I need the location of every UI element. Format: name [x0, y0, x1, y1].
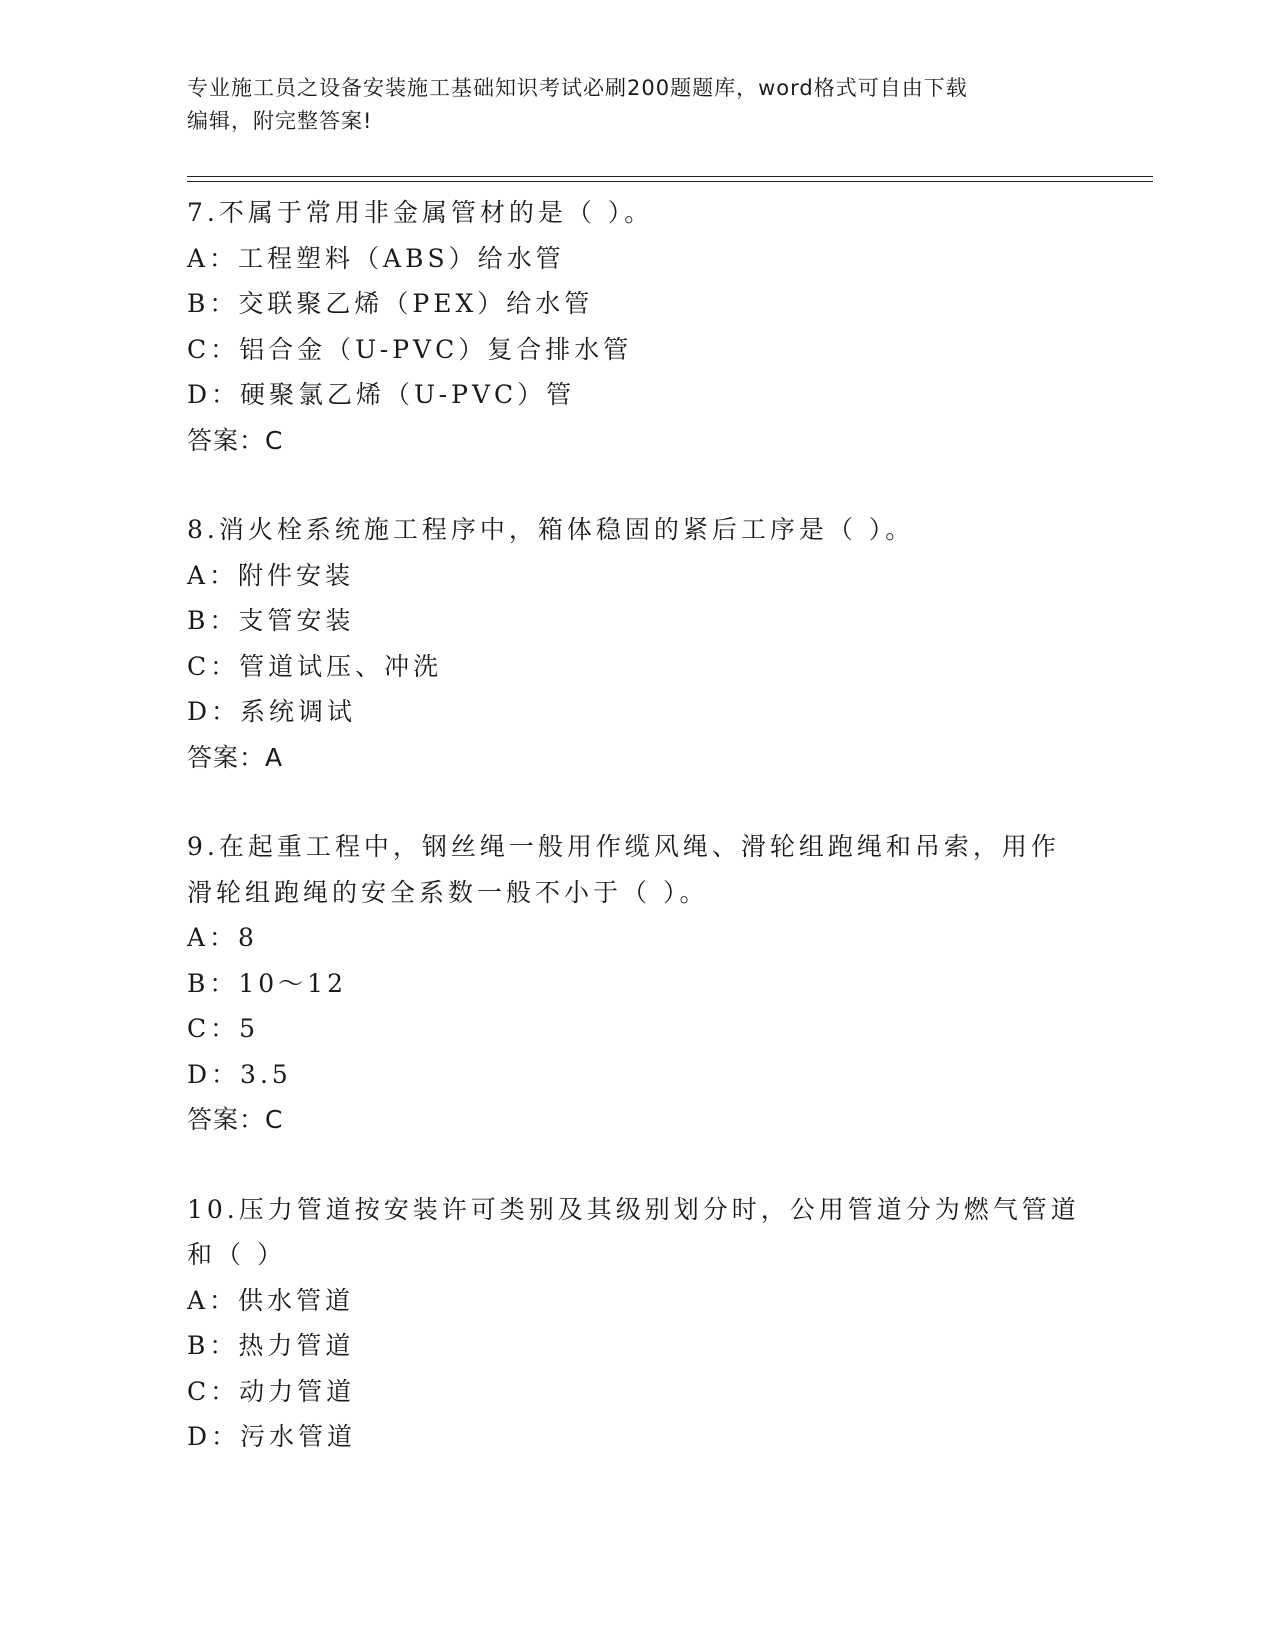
option-a: A：附件安装 — [187, 560, 355, 590]
option-a: A：8 — [187, 923, 258, 952]
option-a: A：供水管道 — [187, 1285, 355, 1315]
question-stem: 8.消火栓系统施工程序中，箱体稳固的紧后工序是（ ）。 — [187, 515, 915, 544]
header-line-2: 编辑，附完整答案! — [187, 109, 373, 133]
option-d: D：3.5 — [187, 1059, 292, 1089]
option-d: D：硬聚氯乙烯（U-PVC）管 — [187, 380, 576, 409]
option-b: B：支管安装 — [187, 606, 355, 635]
option-c: C：动力管道 — [187, 1376, 356, 1406]
document-header — [187, 72, 1067, 138]
option-b: B：交联聚乙烯（PEX）给水管 — [187, 289, 594, 318]
question-10 — [187, 1187, 1087, 1460]
option-d: D：污水管道 — [187, 1422, 357, 1451]
option-d: D：系统调试 — [187, 697, 357, 726]
answer-label: 答案：C — [187, 425, 284, 455]
answer-label: 答案：C — [187, 1105, 284, 1134]
question-stem: 7.不属于常用非金属管材的是（ ）。 — [187, 198, 654, 227]
question-stem-line-1: 10.压力管道按安装许可类别及其级别划分时，公用管道分为燃气管道 — [187, 1194, 1080, 1224]
option-c: C：铝合金（U-PVC）复合排水管 — [187, 334, 633, 364]
option-b: B：10～12 — [187, 968, 347, 998]
question-7 — [187, 190, 1087, 463]
question-stem-line-2: 滑轮组跑绳的安全系数一般不小于（ ）。 — [187, 877, 709, 907]
option-c: C：5 — [187, 1014, 260, 1043]
question-stem-line-2: 和（ ） — [187, 1240, 286, 1269]
answer-label: 答案：A — [187, 742, 284, 772]
question-8 — [187, 507, 1087, 780]
option-a: A：工程塑料（ABS）给水管 — [187, 243, 565, 273]
header-divider-bottom — [187, 181, 1153, 182]
option-c: C：管道试压、冲洗 — [187, 651, 443, 681]
header-line-1: 专业施工员之设备安装施工基础知识考试必刷200题题库，word格式可自由下载 — [187, 76, 968, 100]
header-divider-top — [187, 176, 1153, 177]
question-stem-line-1: 9.在起重工程中，钢丝绳一般用作缆风绳、滑轮组跑绳和吊索，用作 — [187, 832, 1060, 861]
question-list — [187, 190, 1087, 1504]
question-9 — [187, 824, 1087, 1143]
option-b: B：热力管道 — [187, 1331, 355, 1360]
